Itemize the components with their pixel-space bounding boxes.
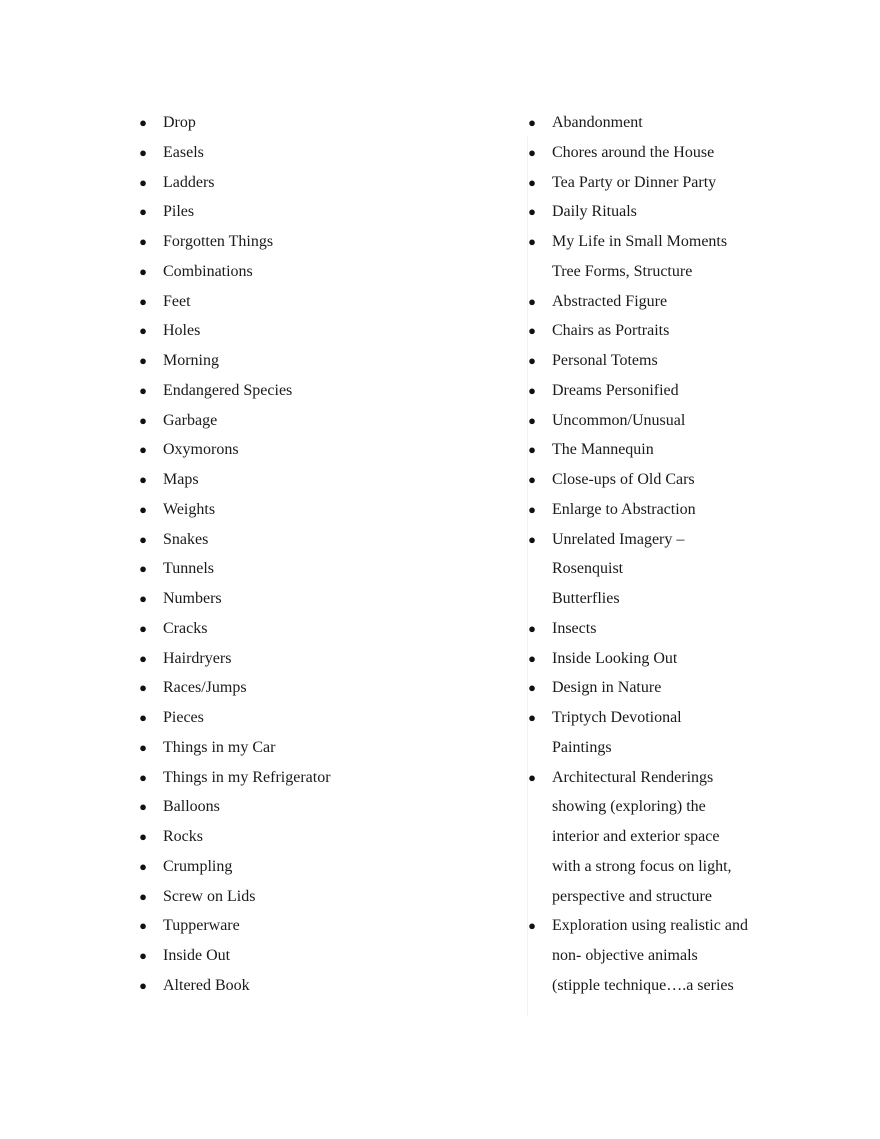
list-item-text: My Life in Small Moments (552, 233, 728, 250)
bullet-icon: ● (528, 620, 536, 636)
bullet-icon: ● (139, 382, 147, 398)
bullet-icon: ● (528, 353, 536, 368)
bullet-icon: ● (139, 710, 147, 725)
bullet-icon: ● (139, 591, 147, 606)
bullet-icon: ● (528, 174, 536, 190)
bullet-icon: ● (139, 918, 147, 934)
bullet-icon: ● (139, 353, 147, 368)
list-item (136, 941, 466, 971)
list-item (136, 971, 466, 1001)
list-item (136, 346, 466, 376)
bullet-icon: ● (528, 204, 536, 220)
list-item (525, 197, 825, 227)
list-item (525, 495, 825, 525)
list-item-text: Close-ups of Old Cars (552, 471, 695, 488)
bullet-icon: ● (139, 204, 147, 220)
list-item-text: with a strong focus on light, (552, 857, 732, 875)
left-topic-list (136, 108, 466, 1001)
bullet-icon: ● (528, 501, 536, 517)
list-item-text: Tunnels (163, 560, 214, 578)
list-item (525, 644, 825, 674)
bullet-icon: ● (139, 888, 147, 904)
bullet-icon: ● (528, 234, 536, 249)
list-item-text: Rosenquist (552, 560, 624, 578)
bullet-icon: ● (139, 174, 147, 190)
list-item-text: Maps (163, 471, 199, 488)
list-item (136, 197, 466, 227)
bullet-icon: ● (528, 442, 536, 458)
bullet-icon: ● (528, 918, 536, 934)
list-item-text: Abstracted Figure (552, 292, 668, 310)
list-item (136, 792, 466, 822)
list-item-text: Cracks (163, 619, 208, 637)
list-item (525, 316, 825, 346)
list-item (136, 316, 466, 346)
list-item-text: Weights (163, 500, 216, 518)
list-item-text: Tea Party or Dinner Party (552, 173, 717, 191)
list-item (525, 346, 825, 376)
list-item (136, 525, 466, 555)
list-item-text: Oxymorons (163, 441, 239, 459)
list-item (525, 287, 825, 317)
list-item-text: Feet (163, 292, 191, 310)
list-item-text: Morning (163, 352, 219, 369)
list-item (136, 406, 466, 436)
list-item (525, 257, 825, 287)
list-item (525, 227, 825, 257)
list-item (525, 614, 825, 644)
list-item-text: Balloons (163, 798, 220, 816)
list-item-text: Things in my Refrigerator (163, 768, 331, 786)
list-item-text: Drop (163, 114, 196, 131)
list-item-text: Ladders (163, 173, 215, 191)
list-item-text: Numbers (163, 590, 222, 607)
list-item (525, 822, 825, 852)
list-item-text: non- objective animals (552, 947, 698, 964)
list-item (525, 882, 825, 912)
list-item (525, 584, 825, 614)
list-item (525, 138, 825, 168)
list-item (136, 376, 466, 406)
list-item-text: Crumpling (163, 857, 233, 875)
list-item (136, 287, 466, 317)
list-item-text: Exploration using realistic and (552, 917, 748, 935)
list-item-text: (stipple technique….a series (552, 976, 734, 994)
list-item-text: interior and exterior space (552, 828, 720, 845)
list-item-text: Chairs as Portraits (552, 322, 670, 340)
list-item-text: Dreams Personified (552, 381, 679, 399)
bullet-icon: ● (528, 710, 536, 725)
list-item-text: Architectural Renderings (552, 768, 714, 786)
list-item (136, 882, 466, 912)
list-item (525, 168, 825, 198)
bullet-icon: ● (528, 323, 536, 339)
list-item-text: Insects (552, 619, 597, 637)
bullet-icon: ● (528, 144, 536, 160)
bullet-icon: ● (139, 858, 147, 874)
right-topic-list (525, 108, 825, 1001)
bullet-icon: ● (528, 115, 536, 130)
bullet-icon: ● (139, 829, 147, 844)
bullet-icon: ● (139, 948, 147, 963)
list-item-text: Unrelated Imagery – (552, 530, 685, 548)
list-item (136, 911, 466, 941)
list-item-text: Combinations (163, 262, 253, 280)
bullet-icon: ● (139, 501, 147, 517)
list-item-text: Rocks (163, 828, 203, 845)
list-item (136, 822, 466, 852)
list-item (136, 168, 466, 198)
bullet-icon: ● (139, 769, 147, 785)
list-item (136, 614, 466, 644)
list-item (136, 257, 466, 287)
bullet-icon: ● (139, 531, 147, 547)
bullet-icon: ● (139, 234, 147, 249)
bullet-icon: ● (528, 531, 536, 547)
bullet-icon: ● (139, 799, 147, 815)
list-item-text: Holes (163, 322, 201, 340)
list-item-text: The Mannequin (552, 441, 654, 459)
list-item-text: showing (exploring) the (552, 798, 706, 816)
bullet-icon: ● (139, 977, 147, 993)
list-item-text: Tupperware (163, 917, 240, 935)
list-item-text: perspective and structure (552, 887, 712, 905)
list-item-text: Butterflies (552, 590, 620, 607)
list-item (525, 852, 825, 882)
list-item (136, 733, 466, 763)
list-item (136, 584, 466, 614)
list-item-text: Altered Book (163, 976, 250, 994)
list-item-text: Triptych Devotional (552, 709, 682, 726)
list-item (525, 108, 825, 138)
bullet-icon: ● (528, 769, 536, 785)
list-item-text: Hairdryers (163, 649, 232, 667)
bullet-icon: ● (528, 680, 536, 696)
list-item (525, 941, 825, 971)
bullet-icon: ● (139, 323, 147, 339)
list-item-text: Enlarge to Abstraction (552, 500, 696, 518)
list-item-text: Inside Out (163, 947, 231, 964)
list-item-text: Races/Jumps (163, 679, 247, 697)
list-item-text: Things in my Car (163, 738, 276, 756)
list-item-text: Uncommon/Unusual (552, 411, 686, 429)
list-item (525, 733, 825, 763)
list-item (525, 911, 825, 941)
list-item-text: Inside Looking Out (552, 649, 678, 667)
list-item-text: Paintings (552, 738, 612, 756)
list-item (525, 971, 825, 1001)
list-item (525, 763, 825, 793)
list-item-text: Design in Nature (552, 679, 662, 697)
list-item (525, 435, 825, 465)
list-item-text: Easels (163, 143, 204, 161)
list-item (525, 673, 825, 703)
bullet-icon: ● (528, 382, 536, 398)
list-item (136, 465, 466, 495)
list-item (136, 495, 466, 525)
list-item (136, 673, 466, 703)
list-item (136, 227, 466, 257)
list-item (136, 138, 466, 168)
list-item (136, 703, 466, 733)
list-item (525, 465, 825, 495)
list-item (136, 435, 466, 465)
bullet-icon: ● (528, 293, 536, 309)
bullet-icon: ● (139, 144, 147, 160)
list-item-text: Pieces (163, 709, 204, 726)
list-item (136, 763, 466, 793)
bullet-icon: ● (139, 115, 147, 130)
list-item-text: Endangered Species (163, 381, 293, 399)
list-item (136, 852, 466, 882)
bullet-icon: ● (528, 472, 536, 487)
bullet-icon: ● (139, 739, 147, 755)
bullet-icon: ● (139, 442, 147, 458)
bullet-icon: ● (139, 620, 147, 636)
bullet-icon: ● (139, 293, 147, 309)
bullet-icon: ● (528, 412, 536, 428)
bullet-icon: ● (139, 650, 147, 666)
list-item-text: Forgotten Things (163, 233, 274, 250)
list-item-text: Personal Totems (552, 352, 658, 369)
bullet-icon: ● (528, 650, 536, 666)
list-item-text: Chores around the House (552, 143, 715, 161)
list-item-text: Piles (163, 203, 195, 221)
bullet-icon: ● (139, 472, 147, 487)
list-item-text: Daily Rituals (552, 203, 637, 221)
list-item-text: Garbage (163, 411, 218, 429)
list-item (136, 108, 466, 138)
bullet-icon: ● (139, 680, 147, 696)
list-item (525, 376, 825, 406)
bullet-icon: ● (139, 263, 147, 279)
list-item (525, 406, 825, 436)
list-item (136, 554, 466, 584)
list-item (525, 525, 825, 555)
list-item (136, 644, 466, 674)
list-item-text: Snakes (163, 530, 209, 548)
list-item (525, 792, 825, 822)
list-item (525, 554, 825, 584)
bullet-icon: ● (139, 561, 147, 577)
bullet-icon: ● (139, 412, 147, 428)
list-item-text: Abandonment (552, 114, 643, 131)
list-item-text: Tree Forms, Structure (552, 262, 693, 280)
list-item (525, 703, 825, 733)
list-item-text: Screw on Lids (163, 887, 256, 905)
